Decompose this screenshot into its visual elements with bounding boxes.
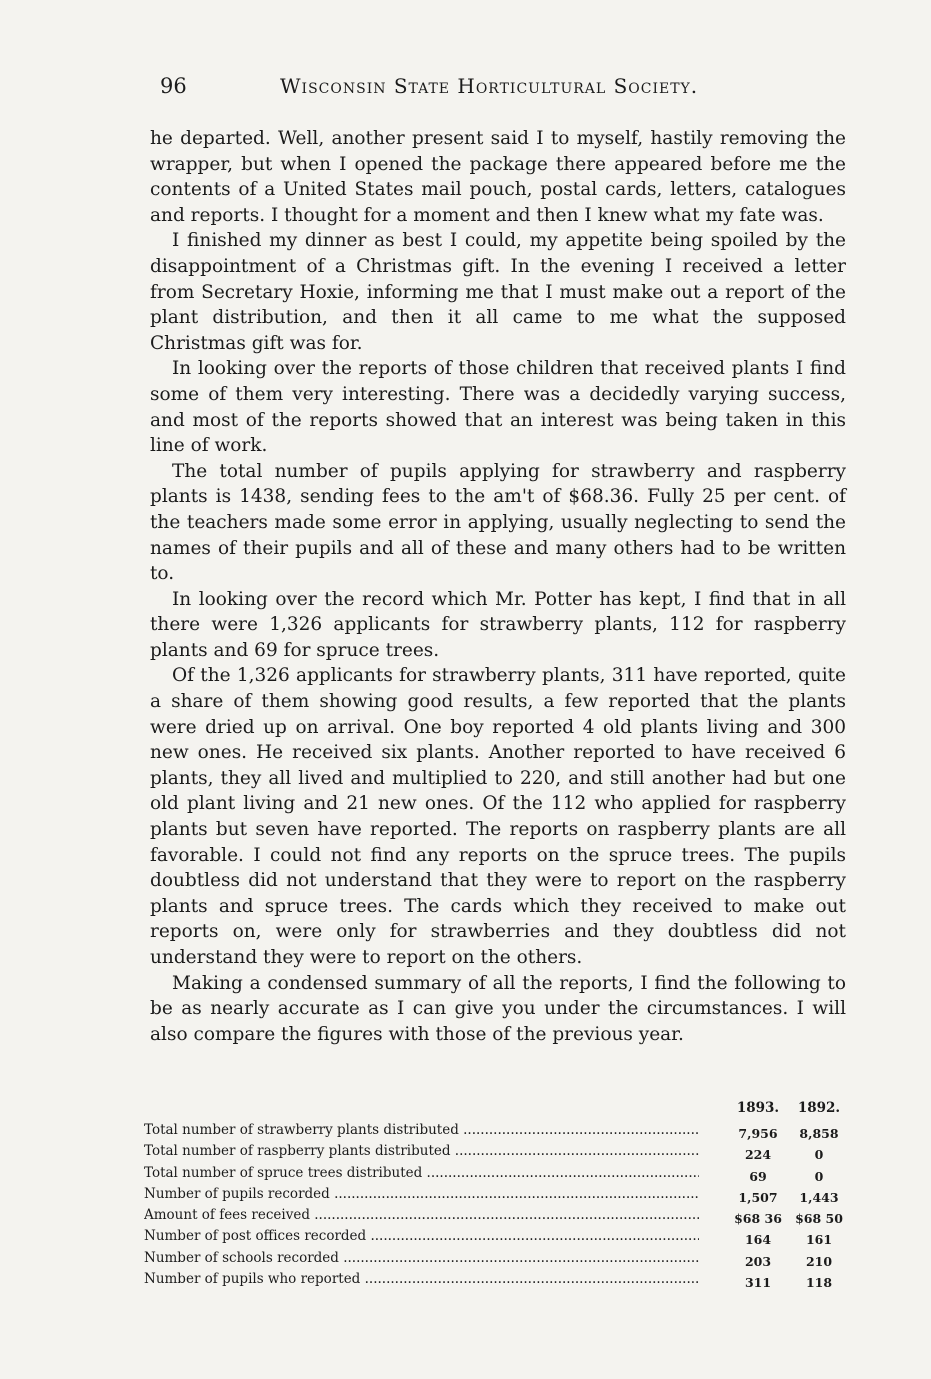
value-1892: 0	[814, 1168, 824, 1184]
body-text	[150, 126, 846, 1047]
row-label: Number of pupils recorded .....	[144, 1186, 699, 1202]
value-1893: 69	[749, 1168, 767, 1184]
paragraph: Of the 1,326 applicants for strawberry plants, 311 have reported, quite a share of them showing good results, a few reported that the plants were dried up on arrival. One boy reported 4 old plants living and 300 new ones. He received six plants. Another reported to have received 6 plants, they all lived and multiplied to 220, and still another had but one old plant living and 21 new ones. Of the 112 who applied for raspberry plants but seven have reported. The reports on raspberry plants are all favorable. I could not find any reports on the spruce trees. The pupils doubtless did not understand that they were to report on the raspberry plants and spruce trees. The cards which they received to make out reports on, were only for strawberries and they doubtless did not understand they were to report on the others.	[150, 665, 846, 968]
row-label: Number of pupils who reported .....	[144, 1271, 699, 1287]
value-1893: 311	[744, 1275, 772, 1291]
row-label: Amount of fees received .....	[144, 1207, 699, 1223]
year-1892-header: 1892.	[797, 1100, 841, 1116]
value-1892: 161	[805, 1232, 833, 1248]
value-1893: 7,956	[738, 1126, 778, 1141]
row-label: Total number of spruce trees distributed .....	[144, 1165, 699, 1181]
row-label: Number of schools recorded .....	[144, 1250, 699, 1266]
value-1892: 118	[805, 1275, 833, 1291]
row-label: Number of post offices recorded .....	[144, 1228, 699, 1244]
table-row	[144, 1165, 844, 1186]
running-title: Wisconsin State Horticultural Society.	[280, 74, 699, 98]
paragraph: I finished my dinner as best I could, my appetite being spoiled by the disappointment of a Christmas gift. In the evening I received a letter from Secretary Hoxie, informing me that I must make out a report of the plant distribution, and then it all came to me what the supposed Christmas gift was for.	[150, 230, 846, 354]
paragraph: he departed. Well, another present said I to myself, hastily removing the wrapper, but when I opened the package there appeared before me the contents of a United States mail pouch, postal cards, letters, catalogues and reports. I thought for a moment and then I knew what my fate was.	[150, 128, 846, 226]
paragraph: In looking over the record which Mr. Potter has kept, I find that in all there were 1,326 applicants for strawberry plants, 112 for raspberry plants and 69 for spruce trees.	[150, 588, 846, 661]
table-row	[144, 1271, 844, 1292]
table-row	[144, 1250, 844, 1271]
table-row	[144, 1228, 844, 1249]
row-label: Total number of raspberry plants distributed .....	[144, 1143, 699, 1159]
value-1892: 210	[805, 1253, 833, 1269]
paragraph: The total number of pupils applying for strawberry and raspberry plants is 1438, sending fees to the am't of $68.36. Fully 25 per cent. of the teachers made some error in applying, usually neglecting to send the names of their pupils and all of these and many others had to be written to.	[150, 460, 846, 585]
value-1892: 0	[814, 1147, 824, 1163]
paragraph: In looking over the reports of those children that received plants I find some of them very interesting. There was a decidedly varying success, and most of the reports showed that an interest was being taken in this line of work.	[150, 358, 846, 457]
page-number: 96	[160, 74, 187, 98]
value-1893: 203	[744, 1253, 772, 1269]
value-1893: 1,507	[738, 1189, 778, 1205]
row-label: Total number of strawberry plants distributed .....	[144, 1122, 699, 1138]
table-row	[144, 1207, 844, 1228]
value-1893: $68 36	[734, 1211, 782, 1227]
table-row	[144, 1143, 844, 1164]
comparison-table	[144, 1100, 844, 1292]
paragraph: Making a condensed summary of all the reports, I find the following to be as nearly accurate as I can give you under the circumstances. I will also compare the figures with those of the previous year.	[150, 972, 846, 1045]
table-header	[144, 1100, 844, 1122]
year-1893-header: 1893.	[736, 1100, 780, 1116]
table-row	[144, 1122, 844, 1143]
value-1892: 1,443	[799, 1189, 839, 1205]
value-1893: 224	[744, 1147, 772, 1163]
page-header	[160, 74, 850, 104]
table-row	[144, 1186, 844, 1207]
value-1892: 8,858	[799, 1126, 839, 1141]
value-1892: $68 50	[795, 1211, 843, 1227]
value-1893: 164	[744, 1232, 772, 1248]
